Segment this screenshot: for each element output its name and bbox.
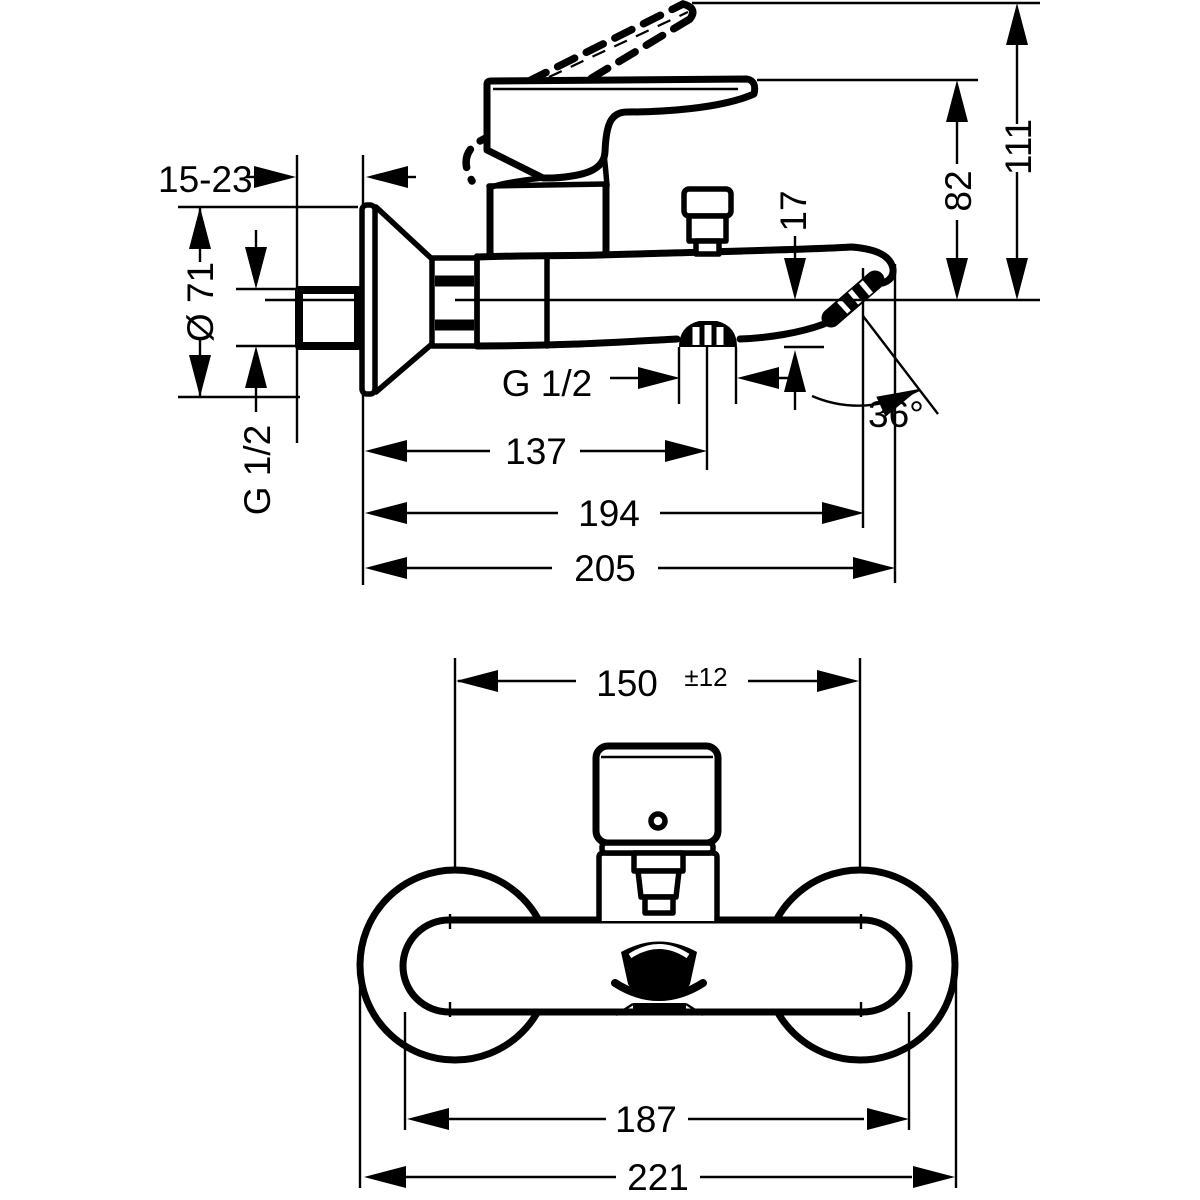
- dim-label-outlet-drop: 17: [773, 190, 814, 232]
- shower-outlet-fitting: [679, 321, 737, 347]
- dim-label-overall-height: 111: [998, 118, 1039, 176]
- cartridge-housing: [490, 186, 606, 253]
- dim-label-length-to-outlet: 137: [505, 431, 567, 472]
- dim-label-spout-angle: 36°: [868, 394, 924, 435]
- escutcheon-cone: [362, 205, 432, 394]
- dim-label-outlet-thread: G 1/2: [501, 363, 593, 404]
- dim-label-length-to-aerator: 194: [578, 493, 640, 534]
- diverter-knob: [684, 189, 731, 254]
- dim-label-overall-width: 221: [627, 1157, 689, 1198]
- side-view: [158, 3, 1040, 589]
- front-view: [360, 658, 956, 1198]
- wall-connection-stub: [299, 290, 358, 346]
- handle-dot: [651, 814, 665, 828]
- dim-label-spout-height: 82: [938, 170, 979, 212]
- dim-label-connection-tolerance: ±12: [684, 662, 728, 692]
- spout-top-edge: [477, 247, 893, 283]
- dim-label-wall-depth: 15-23: [158, 159, 253, 200]
- dim-label-escutcheon-diameter: Ø 71: [180, 261, 221, 343]
- dim-label-body-length: 187: [615, 1099, 677, 1140]
- cartridge-collar: [489, 184, 607, 186]
- union-nut: [432, 258, 477, 346]
- dim-label-connection-centers: 150: [596, 663, 658, 704]
- dim-label-inlet-thread: G 1/2: [237, 424, 278, 516]
- spout-underside: [740, 324, 824, 339]
- body-bottom-edge: [477, 339, 677, 346]
- dim-label-overall-projection: 205: [574, 548, 636, 589]
- handle-front: [596, 746, 718, 921]
